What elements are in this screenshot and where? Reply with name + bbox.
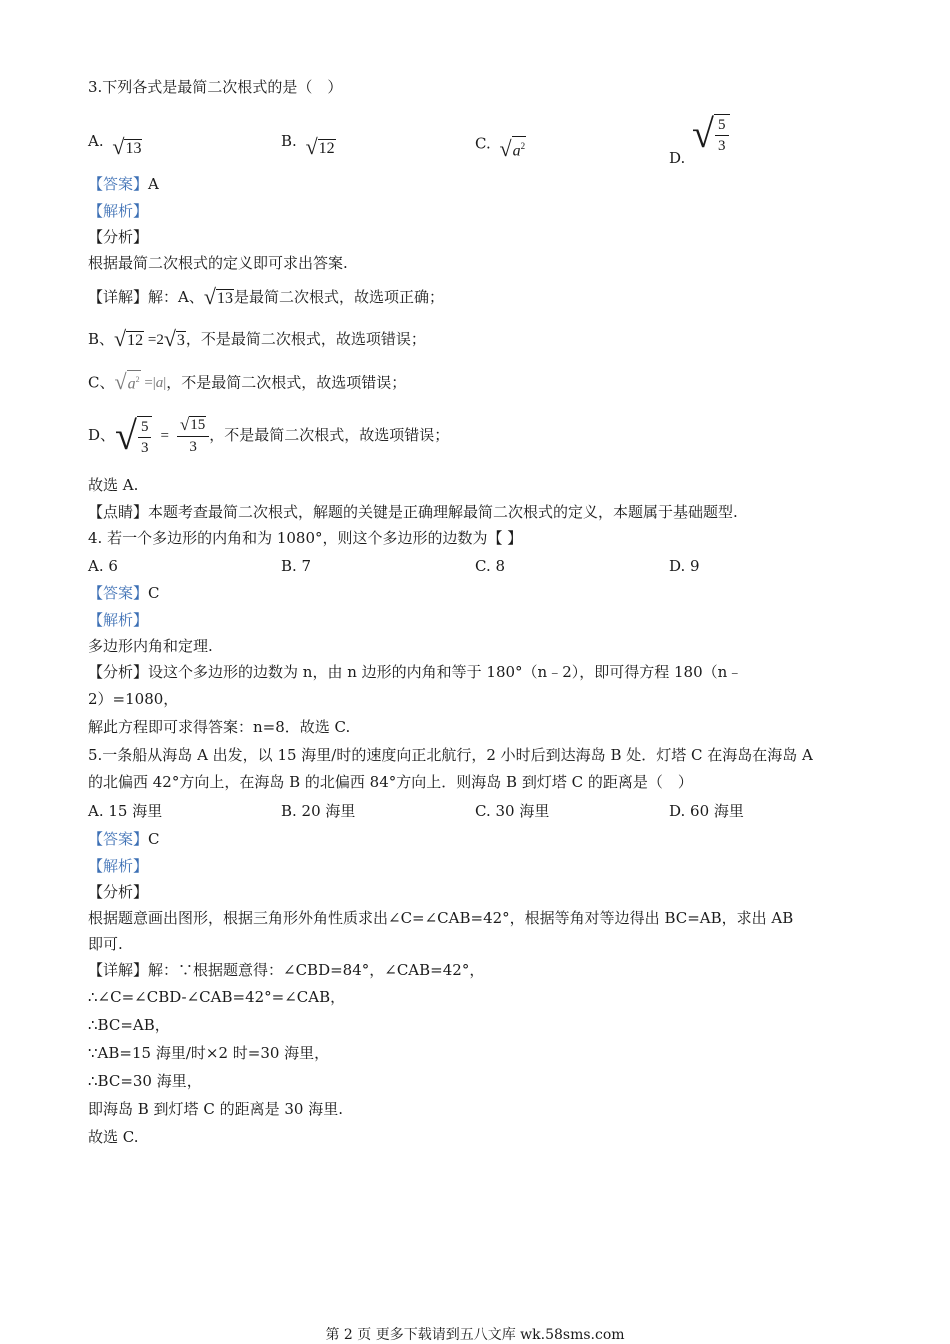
q3-xiangjie-c	[88, 368, 406, 393]
sqrt-12: √ 12	[305, 134, 335, 159]
q4-option-a: A. 6	[88, 557, 118, 575]
q3-fenxi-tag: 【分析】	[88, 228, 149, 246]
q5-fenxi-text1: 根据题意画出图形，根据三角形外角性质求出∠C=∠CAB=42°，根据等角对等边得出 BC=AB，求出 AB	[88, 909, 794, 927]
q3-jiexi-tag: 【解析】	[88, 202, 149, 220]
q3-fenxi-text: 根据最简二次根式的定义即可求出答案.	[88, 254, 348, 272]
q4-jiexi-tag: 【解析】	[88, 611, 149, 629]
sqrt-5-over-3	[692, 112, 729, 156]
xiangjie-a-pre: 解：A、	[148, 288, 204, 306]
q5-step-3: ∵AB=15 海里/时×2 时=30 海里，	[88, 1044, 330, 1062]
q4-option-b: B. 7	[281, 557, 312, 575]
page-footer: 第 2 页 更多下载请到五八文库 wk.58sms.com	[325, 1327, 625, 1343]
answer-value: C	[148, 584, 160, 602]
radicand: 13	[216, 290, 233, 307]
option-label: A.	[88, 132, 104, 150]
option-label: D.	[669, 149, 686, 167]
q5-option-d: D. 60 海里	[669, 802, 744, 820]
exponent-2: 2	[520, 141, 526, 151]
xiangjie-c-post: ，不是最简二次根式，故选项错误；	[166, 373, 407, 392]
q4-option-c: C. 8	[475, 557, 506, 575]
sqrt-a2-eq-abs-a: √ $a^2$ =|a|	[114, 369, 167, 395]
q3-option-c	[475, 128, 526, 162]
fenxi-tag: 【分析】	[88, 663, 149, 681]
answer-value: A	[148, 175, 159, 193]
radicand: 12	[318, 140, 335, 157]
xiangjie-tag: 【详解】	[88, 961, 149, 979]
sqrt12-eq-2sqrt3: √ 12 =2 √ 3	[114, 326, 185, 351]
q5-fenxi-tag: 【分析】	[88, 883, 149, 901]
q3-answer	[88, 174, 159, 194]
q5-stem-line1: 5.一条船从海岛 A 出发，以 15 海里/时的速度向正北航行，2 小时后到达海岛 B 处．灯塔 C 在海岛在海岛 A	[88, 746, 813, 764]
q5-step-5: 即海岛 B 到灯塔 C 的距离是 30 海里.	[88, 1100, 343, 1118]
q3-xiangjie-a	[88, 284, 444, 307]
q3-option-a	[88, 128, 142, 159]
q5-answer	[88, 829, 160, 849]
dianjing-text: 本题考查最简二次根式，解题的关键是正确理解最简二次根式的定义，本题属于基础题型.	[148, 503, 738, 521]
q5-fenxi-text2: 即可.	[88, 935, 123, 953]
q5-option-a: A. 15 海里	[88, 802, 163, 820]
sqrt-a-squared: √ $a^2$	[499, 136, 526, 162]
q5-option-c: C. 30 海里	[475, 802, 550, 820]
sqrt-13-inline: √ 13	[203, 284, 233, 309]
q5-xiangjie	[88, 960, 484, 980]
xiangjie-d-post: ，不是最简二次根式，故选项错误；	[209, 426, 450, 444]
q5-jiexi-tag: 【解析】	[88, 857, 149, 875]
answer-tag: 【答案】	[88, 175, 149, 193]
q4-line-end: 解此方程即可求得答案：n=8．故选 C.	[88, 718, 351, 736]
radicand: 13	[125, 140, 142, 157]
q5-step-2: ∴BC=AB，	[88, 1016, 170, 1034]
q4-fenxi-text2: 2）=1080，	[88, 690, 179, 708]
denominator: 3	[718, 138, 726, 154]
answer-value: C	[148, 830, 160, 848]
q3-xiangjie-d	[88, 412, 449, 459]
xiangjie-c-pre: C、	[88, 373, 115, 392]
xiangjie-d-pre: D、	[88, 426, 116, 444]
q4-stem: 4. 若一个多边形的内角和为 1080°，则这个多边形的边数为【 】	[88, 529, 523, 547]
q3-xiangjie-b	[88, 326, 426, 350]
q3-option-b	[281, 128, 336, 159]
q3-guxuan: 故选 A.	[88, 476, 139, 494]
q5-step-1: ∴∠C=∠CBD-∠CAB=42°=∠CAB，	[88, 988, 346, 1006]
answer-tag: 【答案】	[88, 830, 149, 848]
q4-option-d: D. 9	[669, 557, 700, 575]
sqrt-13: √ 13	[112, 134, 142, 159]
xiangjie-tag: 【详解】	[88, 288, 149, 306]
xiangjie-a-post: 是最简二次根式，故选项正确；	[233, 288, 444, 306]
numerator: 5	[715, 115, 729, 136]
q4-answer	[88, 583, 160, 603]
q5-step-6: 故选 C.	[88, 1128, 139, 1146]
radical-sign: √	[692, 111, 714, 156]
xiangjie-text: 解：∵根据题意得：∠CBD=84°，∠CAB=42°，	[148, 961, 485, 979]
option-label: B.	[281, 132, 297, 150]
xiangjie-b-pre: B、	[88, 330, 115, 348]
sqrt5over3-eq-sqrt15over3: √ $\frac{5}{3}$ = √ 15 3	[115, 413, 209, 459]
radicand	[512, 136, 527, 160]
xiangjie-b-post: ，不是最简二次根式，故选项错误；	[185, 330, 426, 348]
radicand	[714, 114, 730, 156]
q5-option-b: B. 20 海里	[281, 802, 356, 820]
q4-fenxi	[88, 662, 742, 682]
q3-option-d	[669, 111, 730, 167]
q4-line1: 多边形内角和定理.	[88, 637, 213, 655]
dianjing-tag: 【点睛】	[88, 503, 149, 521]
option-label: C.	[475, 134, 491, 153]
q3-dianjing	[88, 502, 738, 522]
radicand-base: a	[512, 142, 521, 160]
q3-stem: 3.下列各式是最简二次根式的是（ ）	[88, 78, 343, 96]
q5-stem-line2: 的北偏西 42°方向上，在海岛 B 的北偏西 84°方向上．则海岛 B 到灯塔 C 的距离是（ ）	[88, 773, 693, 791]
q5-step-4: ∴BC=30 海里，	[88, 1072, 202, 1090]
answer-tag: 【答案】	[88, 584, 149, 602]
fenxi-text: 设这个多边形的边数为 n，由 n 边形的内角和等于 180°（n﹣2），即可得方程 180（n﹣	[148, 663, 743, 681]
